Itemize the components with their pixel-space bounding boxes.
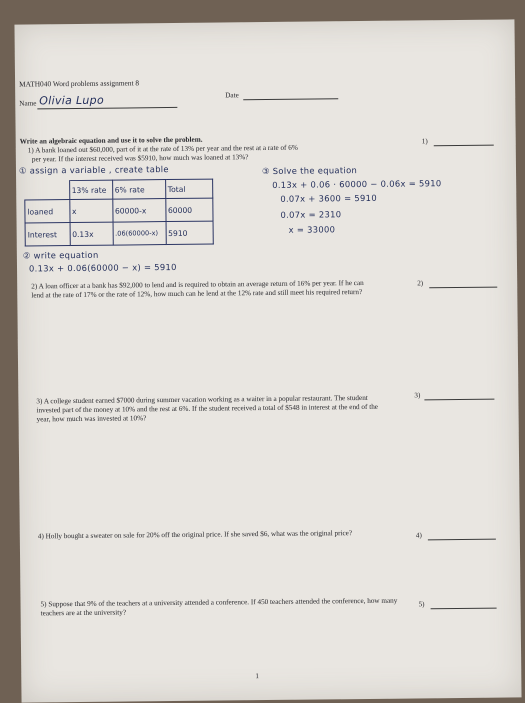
- name-underline: [37, 107, 177, 109]
- work-table-row-loaned: [25, 198, 213, 223]
- answer-1-line: [434, 145, 494, 147]
- cell-loaned-total: 60000: [165, 198, 212, 221]
- work-table-header-row: [25, 179, 213, 200]
- row-label-loaned: loaned: [25, 200, 70, 223]
- cell-interest-6: .06(60000-x): [113, 222, 166, 246]
- instructions: Write an algebraic equation and use it to solve the problem.: [19, 135, 203, 146]
- step2-note: ② write equation: [22, 249, 99, 261]
- course-title: MATH040 Word problems assignment 8: [19, 78, 140, 89]
- cell-loaned-13: x: [69, 199, 112, 222]
- table-header-13: 13% rate: [69, 180, 112, 199]
- answer-4-label: 4): [415, 531, 422, 540]
- equation-line-4: x = 33000: [288, 224, 336, 235]
- date-label: Date: [225, 91, 239, 100]
- answer-1-label: 1): [421, 137, 428, 146]
- cell-loaned-6: 60000-x: [112, 199, 165, 223]
- work-table: [24, 179, 213, 247]
- worksheet-page: [14, 19, 521, 702]
- answer-3-line: [424, 399, 494, 401]
- problem-5-text: 5) Suppose that 9% of the teachers at a university attended a conference. If 450 teachers attended the conference, how many teachers are at the university?: [40, 596, 398, 618]
- cell-interest-13: 0.13x: [70, 222, 113, 245]
- cell-interest-total: 5910: [166, 221, 213, 244]
- name-label: Name: [19, 99, 37, 108]
- equation-line-2: 0.07x + 3600 = 5910: [280, 192, 377, 204]
- date-underline: [243, 98, 338, 100]
- step3-note: ③ Solve the equation: [261, 165, 358, 177]
- table-corner: [25, 181, 70, 200]
- problem-1-text-line-1: 1) A bank loaned out $60,000, part of it at the rate of 13% per year and the rest at a rate of 6%: [27, 143, 298, 155]
- table-header-total: Total: [165, 179, 212, 198]
- equation-line-1: 0.13x + 0.06 · 60000 − 0.06x = 5910: [272, 178, 442, 190]
- equation-line-3: 0.07x = 2310: [280, 209, 342, 220]
- answer-2-label: 2): [417, 279, 424, 288]
- row-label-interest: Interest: [25, 223, 70, 246]
- answer-3-label: 3): [414, 391, 421, 400]
- problem-3-text: 3) A college student earned $7000 during summer vacation working as a waiter in a popular restaurant. The student invested part of the money at 10% and the rest at 6%. If the student received a total of $548 in interest at the end of the year, how much was invested at 10%?: [36, 393, 379, 424]
- problem-4-text: 4) Holly bought a sweater on sale for 20% off the original price. If she saved $6, what was the original price?: [37, 529, 353, 541]
- problem-2-text: 2) A loan officer at a bank has $92,000 to lend and is required to obtain an average return of 16% per year. If he can lend at the rate of 17% or the rate of 12%, how much can he lend at the 12% rate and still meet his required return?: [31, 278, 364, 300]
- answer-5-label: 5): [418, 600, 425, 609]
- work-table-row-interest: [25, 221, 213, 246]
- table-header-6: 6% rate: [112, 180, 165, 200]
- answer-5-line: [431, 608, 497, 610]
- answer-2-line: [429, 287, 497, 289]
- student-name: Olivia Lupo: [39, 93, 105, 108]
- problem-1-text-line-2: per year. If the interest received was $5910, how much was loaned at 13%?: [31, 153, 249, 164]
- step2-equation: 0.13x + 0.06(60000 − x) = 5910: [28, 261, 177, 274]
- step1-note: ① assign a variable , create table: [18, 164, 169, 176]
- answer-4-line: [428, 539, 496, 541]
- page-number: 1: [255, 672, 259, 681]
